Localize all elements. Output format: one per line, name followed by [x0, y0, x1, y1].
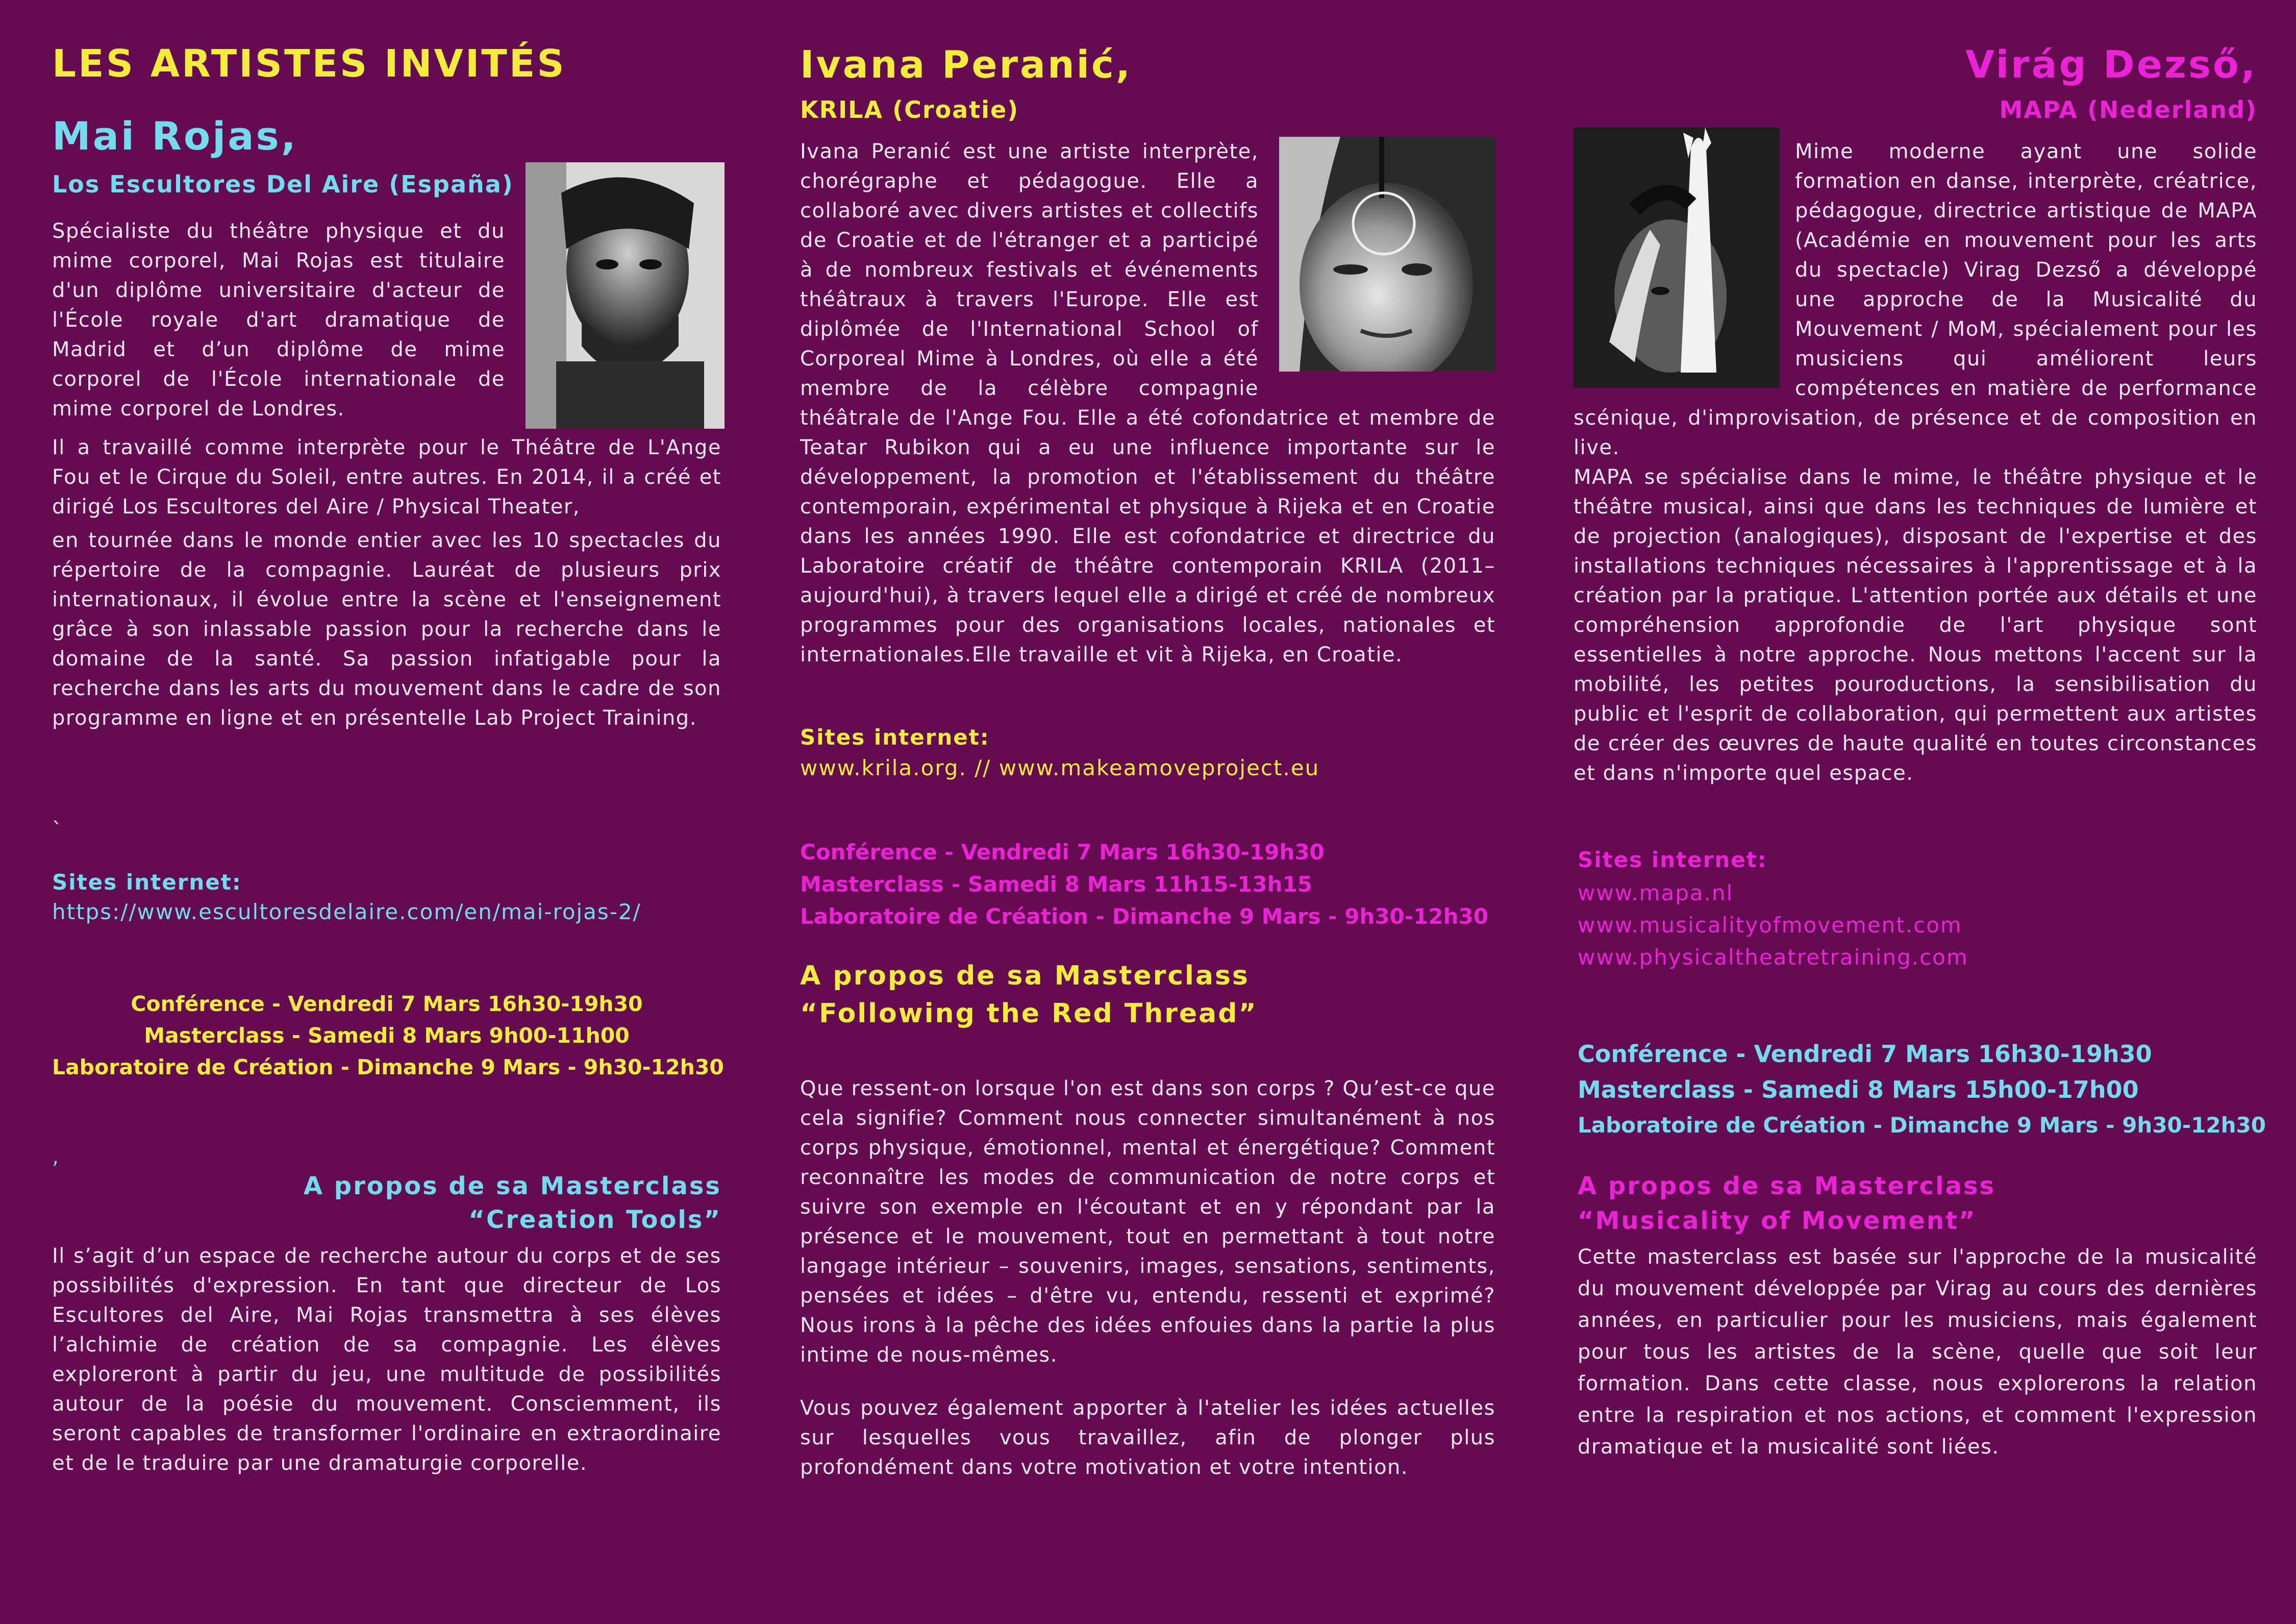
website-link[interactable]: www.mapa.nl — [1578, 880, 1734, 905]
website-link[interactable]: https://www.escultoresdelaire.com/en/mai-rojas-2/ — [52, 899, 641, 924]
artist-company: MAPA (Nederland) — [1999, 96, 2257, 124]
sites-label: Sites internet: — [800, 725, 990, 750]
schedule-masterclass: Masterclass - Samedi 8 Mars 15h00-17h00 — [1578, 1076, 2139, 1103]
artist-bio-career: Il a travaillé comme interprète pour le Théâtre de L'Ange Fou et le Cirque du Soleil, entre autres. En 2014, il a créé et dirigé Los Escultores del Aire / Physical Theater, — [52, 436, 721, 519]
masterclass-description: Il s’agit d’un espace de recherche autour du corps et de ses possibilités d'expression. En tant que directeur de Los Escultores del Aire, Mai Rojas transmettra à ses élèves l’alchimie de création de sa compagnie. Les élèves exploreront à partir du jeu, une multitude de possibilités autour de la poésie du mouvement. Consciemment, ils seront capables de transformer l'ordinaire en extraordinaire et de le traduire par une dramaturgie corporelle. — [52, 1244, 721, 1475]
sites-label: Sites internet: — [1578, 847, 1767, 872]
website-list — [1578, 877, 1968, 973]
masterclass-description: Que ressent-on lorsque l'on est dans son corps ? Qu’est-ce que cela signifie? Comment nous connecter simultanément à nos corps physique, émotionnel, mental et énergétique? Comment reconnaître les modes de communication de notre corps et suivre son exemple en l'écoutant et en y répondant par la présence et le mouvement, tout en permettant à tout notre langage intérieur – souvenirs, images, sensations, sentiments, pensées et idées – d'être vu, entendu, ressenti et exprimé? Nous irons à la pêche des idées enfouies dans la partie la plus intime de nous-mêmes. — [800, 1077, 1495, 1367]
website-link[interactable]: www.krila.org. // www.makeamoveproject.eu — [800, 755, 1320, 780]
artist-name: Ivana Peranić, — [800, 43, 1132, 87]
sites-label: Sites internet: — [52, 870, 242, 895]
artist-bio: Ivana Peranić est une artiste interprète, chorégraphe et pédagogue. Elle a collaboré avec divers artistes et collectifs de Croatie et de l'étranger et a participé à de nombreux festivals et événements théâtraux à travers l'Europe. Elle est diplômée de l'International School of Corporeal Mime à Londres, où elle a été membre de la célèbre compagnie théâtrale de l'Ange Fou. Elle a été cofondatrice et membre de Teatar Rubikon qui a eu une influence importante sur le développement, la promotion et l'établissement du théâtre contemporain, expérimental et physique à Rijeka et en Croatie dans les années 1990. Elle est cofondatrice et directrice du Laboratoire créatif de théâtre contemporain KRILA (2011–aujourd'hui), à travers lequel elle a dirigé et créé de nombreux programmes pour des organisations locales, nationales et internationales.Elle travaille et vit à Rijeka, en Croatie. — [800, 140, 1495, 667]
artist-company: KRILA (Croatie) — [800, 96, 1019, 124]
masterclass-description: Cette masterclass est basée sur l'approche de la musicalité du mouvement développée par Virag au cours des dernières années, en particulier pour les musiciens, mais également pour tous les artistes de la scène, quelle que soit leur formation. Dans cette classe, nous explorerons la relation entre la respiration et nos actions, et comment l'expression dramatique et la musicalité sont liées. — [1578, 1245, 2257, 1459]
website-link[interactable]: www.physicaltheatretraining.com — [1578, 945, 1968, 970]
artist-bio-wrap — [1574, 137, 2257, 788]
schedule — [1578, 1036, 2266, 1143]
schedule-laboratory: Laboratoire de Création - Dimanche 9 Mars - 9h30-12h30 — [52, 1055, 724, 1079]
masterclass-heading: A propos de sa Masterclass — [800, 961, 1250, 991]
portrait-ivana-peranic-photo — [1279, 137, 1495, 372]
schedule-laboratory: Laboratoire de Création - Dimanche 9 Mars - 9h30-12h30 — [1578, 1113, 2266, 1138]
schedule-masterclass: Masterclass - Samedi 8 Mars 9h00-11h00 — [144, 1023, 630, 1048]
schedule-masterclass: Masterclass - Samedi 8 Mars 11h15-13h15 — [800, 872, 1312, 897]
masterclass-title: “Musicality of Movement” — [1578, 1207, 1977, 1235]
masterclass-heading: A propos de sa Masterclass — [303, 1172, 721, 1200]
artist-bio-intro: Spécialiste du théâtre physique et du mime corporel, Mai Rojas est titulaire d'un diplôme universitaire d'acteur de l'École royale d'art dramatique de Madrid et d’un diplôme de mime corporel de l'École internationale de mime corporel de Londres. — [52, 219, 505, 421]
schedule-conference: Conférence - Vendredi 7 Mars 16h30-19h30 — [131, 992, 643, 1016]
column-ivana-peranic — [800, 0, 1495, 1624]
stray-mark: ` — [52, 819, 62, 842]
column-virag-dezso — [1574, 0, 2266, 1624]
portrait-virag-dezso-photo — [1574, 128, 1780, 388]
schedule — [800, 836, 1488, 932]
schedule — [52, 988, 724, 1083]
masterclass-title: “Following the Red Thread” — [800, 998, 1258, 1029]
artist-bio-intro: Mime moderne ayant une solide formation en danse, interprète, créatrice, pédagogue, directrice artistique de MAPA (Académie en mouvement pour les arts du spectacle) Virag Dezső a développé une approche de la Musicalité du Mouvement / MoM, spécialement pour les musiciens qui améliorent leurs compétences en matière de performance scénique, d'improvisation, de présence et de composition en live. — [1574, 140, 2257, 459]
masterclass-heading: A propos de sa Masterclass — [1578, 1172, 1996, 1200]
artist-bio-touring: en tournée dans le monde entier avec les 10 spectacles du répertoire de la compagnie. Lauréat de plusieurs prix internationaux, il évolue entre la scène et l'enseignement grâce à son inlassable passion pour la recherche dans le domaine de la santé. Sa passion infatigable pour la recherche dans les arts du mouvement dans le cadre de son programme en ligne et en présentelle Lab Project Training. — [52, 529, 721, 730]
schedule-conference: Conférence - Vendredi 7 Mars 16h30-19h30 — [800, 840, 1325, 865]
artist-company: Los Escultores Del Aire (España) — [52, 170, 514, 198]
masterclass-title: “Creation Tools” — [468, 1205, 721, 1234]
masterclass-description-extra: Vous pouvez également apporter à l'atelier les idées actuelles sur lesquelles vous travaillez, afin de plonger plus profondément dans votre motivation et votre intention. — [800, 1396, 1495, 1479]
artist-bio-mapa: MAPA se spécialise dans le mime, le théâtre physique et le théâtre musical, ainsi que dans les techniques de lumière et de projection (analogiques), disposant de l'expertise et des installations techniques nécessaires à l'apprentissage et à la création par la pratique. L'attention portée aux détails et une compréhension approfondie de l'art physique sont essentielles à notre approche. Nous mettons l'accent sur la mobilité, les petites pouroductions, la sensibilisation du public et l'esprit de collaboration, qui permettent aux artistes de créer des œuvres de haute qualité en toutes circonstances et dans n'importe quel espace. — [1574, 465, 2257, 785]
column-mai-rojas — [52, 0, 724, 1624]
artist-name: Virág Dezső, — [1965, 43, 2257, 87]
artist-bio-wrap — [800, 137, 1495, 670]
schedule-conference: Conférence - Vendredi 7 Mars 16h30-19h30 — [1578, 1040, 2152, 1068]
artist-name: Mai Rojas, — [52, 113, 298, 159]
schedule-laboratory: Laboratoire de Création - Dimanche 9 Mars - 9h30-12h30 — [800, 904, 1489, 929]
website-link[interactable]: www.musicalityofmovement.com — [1578, 913, 1962, 938]
portrait-mai-rojas-photo — [526, 162, 725, 429]
section-title: LES ARTISTES INVITÉS — [52, 42, 566, 86]
stray-mark: ‚ — [52, 1145, 59, 1169]
